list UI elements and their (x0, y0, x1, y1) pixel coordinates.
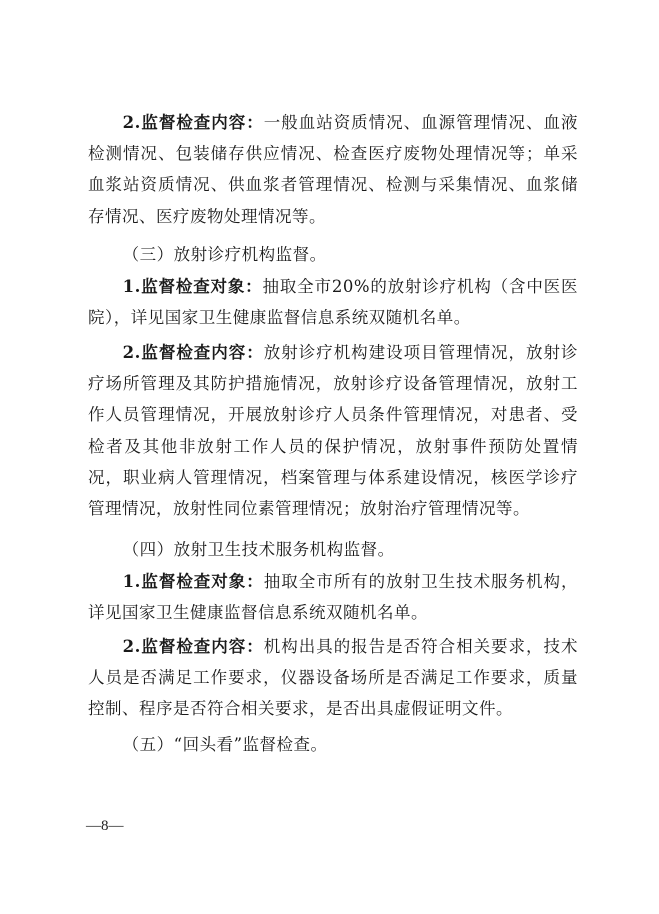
paragraph-label: 2.监督检查内容： (122, 637, 264, 656)
paragraph-services-content (88, 631, 578, 725)
paragraph-text: 放射诊疗机构建设项目管理情况，放射诊疗场所管理及其防护措施情况，放射诊疗设备管理情况，放射工作人员管理情况，开展放射诊疗人员条件管理情况，对患者、受检者及其他非放射工作人员的保护情况，放射事件预防处置情况，职业病人管理情况，档案管理与体系建设情况，核医学诊疗管理情况，放射性同位素管理情况；放射治疗管理情况等。 (88, 343, 578, 519)
page-number: —8— (86, 818, 124, 834)
paragraph-blood-station-content (88, 107, 578, 232)
paragraph-text: 一般血站资质情况、血源管理情况、血液检测情况、包装储存供应情况、检查医疗废物处理情况等；单采血浆站资质情况、供血浆者管理情况、检测与采集情况、血浆储存情况、医疗废物处理情况等。 (88, 113, 578, 226)
paragraph-label: 2.监督检查内容： (122, 343, 264, 362)
paragraph-radiology-content (88, 337, 578, 524)
paragraph-text: 抽取全市所有的放射卫生技术服务机构，详见国家卫生健康监督信息系统双随机名单。 (88, 572, 578, 623)
paragraph-text: 机构出具的报告是否符合相关要求，技术人员是否满足工作要求，仪器设备场所是否满足工作要求，质量控制、程序是否符合相关要求，是否出具虚假证明文件。 (88, 637, 578, 719)
section-heading-review: （五）“回头看”监督检查。 (122, 735, 328, 754)
section-heading-radiation-services: （四）放射卫生技术服务机构监督。 (122, 540, 395, 559)
paragraph-label: 2.监督检查内容： (122, 113, 264, 132)
paragraph-label: 1.监督检查对象： (122, 572, 264, 591)
paragraph-services-target (88, 566, 578, 628)
section-heading-radiology: （三）放射诊疗机构监督。 (122, 245, 327, 264)
paragraph-text: 抽取全市20%的放射诊疗机构（含中医医院），详见国家卫生健康监督信息系统双随机名单。 (88, 277, 578, 328)
paragraph-radiology-target (88, 271, 578, 333)
paragraph-label: 1.监督检查对象： (122, 277, 263, 296)
